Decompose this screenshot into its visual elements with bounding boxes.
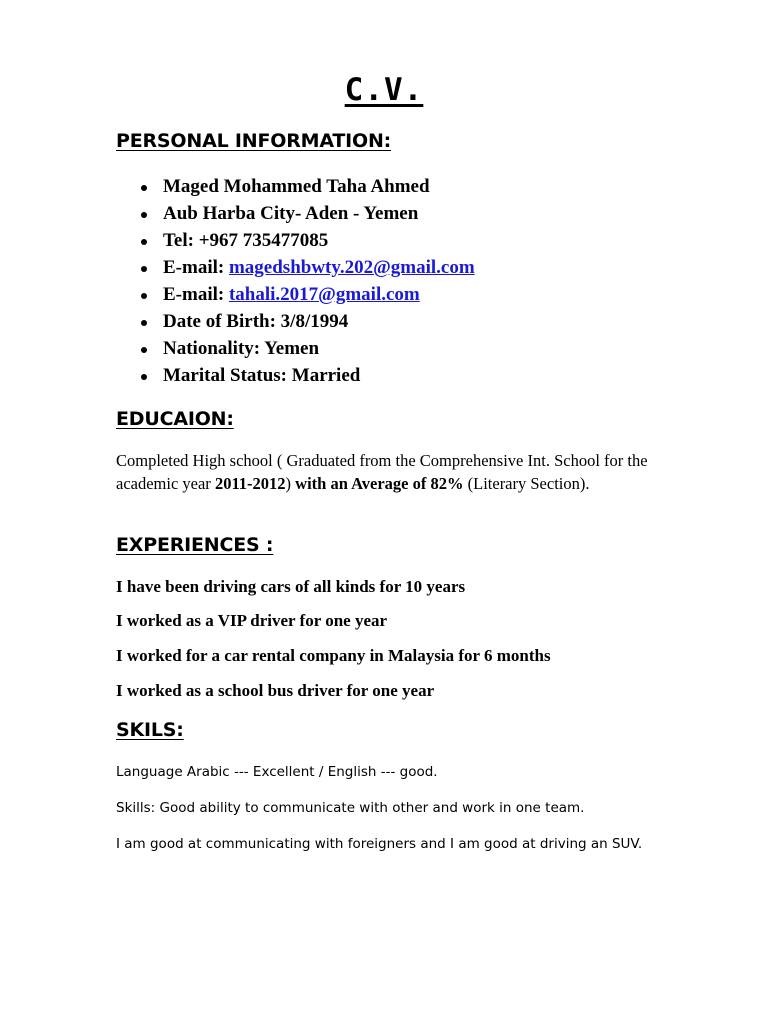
skill-item: Language Arabic --- Excellent / English --- good.: [116, 764, 438, 780]
bullet-icon: [141, 347, 147, 353]
bullet-icon: [141, 293, 147, 299]
list-item-email-2: E-mail: tahali.2017@gmail.com: [116, 282, 475, 309]
bullet-icon: [141, 374, 147, 380]
skill-item: I am good at communicating with foreigners and I am good at driving an SUV.: [116, 836, 643, 852]
list-item-marital: Marital Status: Married: [116, 363, 475, 390]
list-item-tel: Tel: +967 735477085: [116, 228, 475, 255]
experience-item: I worked as a school bus driver for one year: [116, 681, 435, 700]
email-link-1[interactable]: magedshbwty.202@gmail.com: [228, 257, 475, 278]
document-title: C.V.: [344, 72, 424, 108]
list-item-dob: Date of Birth: 3/8/1994: [116, 309, 475, 336]
bullet-icon: [141, 266, 147, 272]
experience-item: I have been driving cars of all kinds for 10 years: [116, 577, 466, 596]
bullet-icon: [141, 239, 147, 245]
experience-item: I worked for a car rental company in Malaysia for 6 months: [116, 646, 551, 665]
education-heading: EDUCAION:: [116, 408, 234, 430]
bullet-icon: [141, 320, 147, 326]
skill-item: Skills: Good ability to communicate with other and work in one team.: [116, 800, 585, 816]
email-link-2[interactable]: tahali.2017@gmail.com: [228, 284, 420, 305]
list-item-name: Maged Mohammed Taha Ahmed: [116, 174, 475, 201]
experiences-heading: EXPERIENCES :: [116, 534, 274, 556]
skills-heading: SKILS:: [116, 719, 184, 741]
personal-info-heading: PERSONAL INFORMATION:: [116, 130, 392, 152]
education-paragraph: Completed High school ( Graduated from the Comprehensive Int. School for the academic year 2011-2012) with an Average of 82% (Literary Section).: [116, 451, 648, 493]
bullet-icon: [141, 185, 147, 191]
experience-item: I worked as a VIP driver for one year: [116, 611, 388, 630]
list-item-address: Aub Harba City- Aden - Yemen: [116, 201, 475, 228]
personal-info-list: [116, 174, 475, 390]
list-item-email-1: E-mail: magedshbwty.202@gmail.com: [116, 255, 475, 282]
list-item-nationality: Nationality: Yemen: [116, 336, 475, 363]
bullet-icon: [141, 212, 147, 218]
